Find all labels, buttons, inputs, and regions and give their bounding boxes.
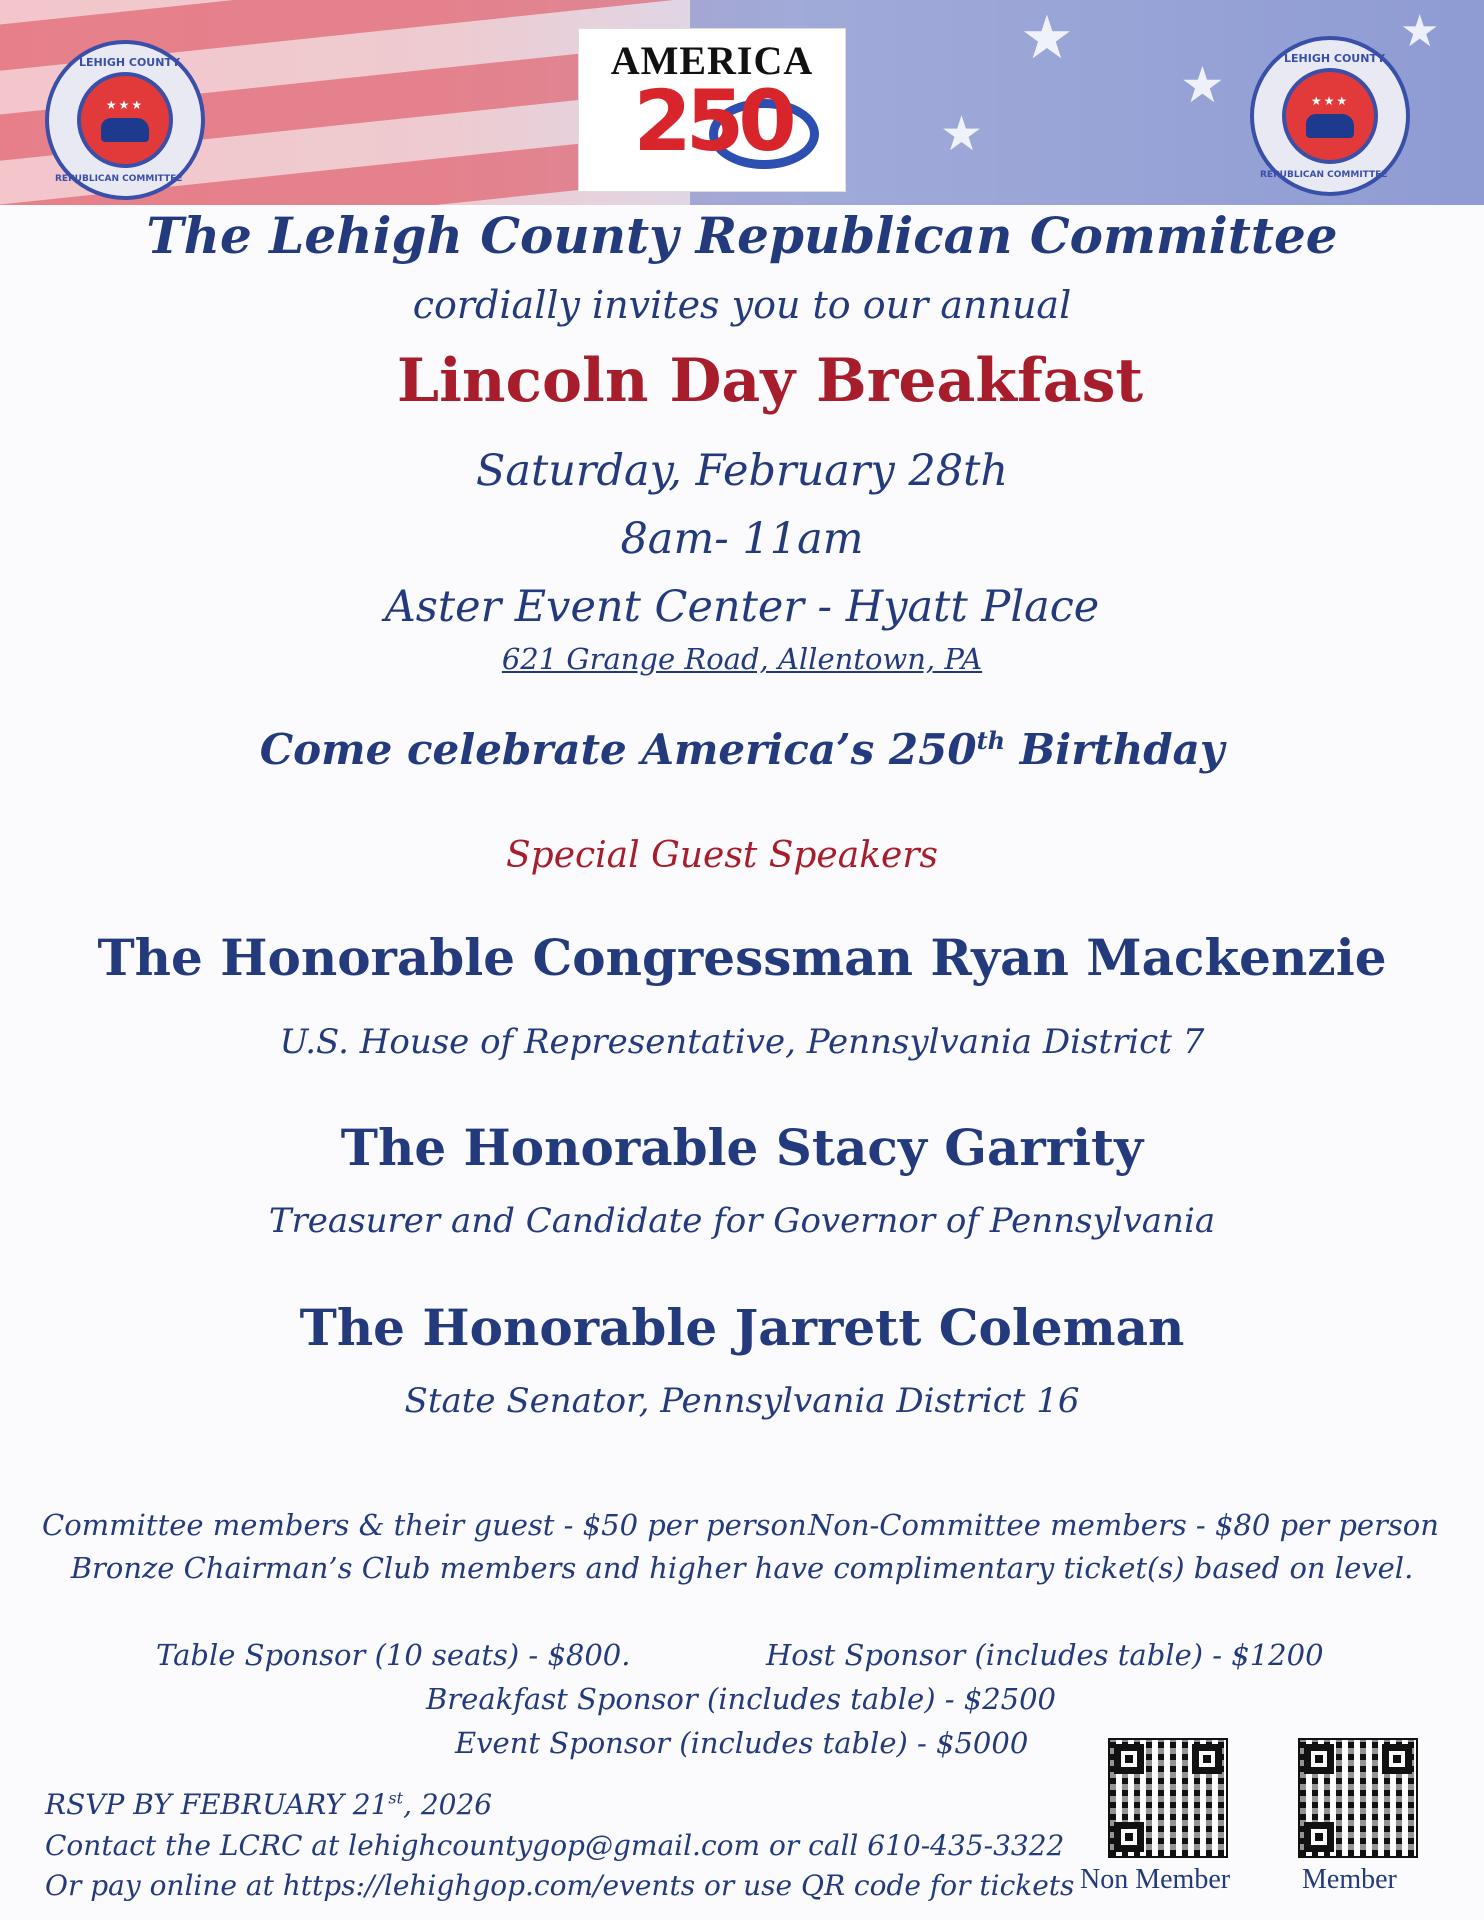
event-address: 621 Grange Road, Allentown, PA [501,642,983,676]
qr-finder [1382,1744,1412,1774]
qr-finder [1114,1822,1144,1852]
speaker-name: The Honorable Jarrett Coleman [299,1298,1185,1357]
sponsor-host: Host Sponsor (includes table) - $1200 [766,1638,1324,1672]
logo-america-text: AMERICA [610,38,814,83]
elephant-icon [101,118,149,142]
speaker-name: The Honorable Congressman Ryan Mackenzie [97,928,1387,987]
speaker-title: U.S. House of Representative, Pennsylvania District 7 [279,1022,1205,1062]
organization-title: The Lehigh County Republican Committee [146,206,1338,265]
seal-text-bottom: REPUBLICAN COMMITTEE [1260,170,1388,180]
qr-code-member[interactable] [1298,1738,1418,1858]
event-date: Saturday, February 28th [475,446,1009,496]
rsvp-deadline-prefix: RSVP BY FEBRUARY 21 [45,1788,389,1821]
sponsor-breakfast: Breakfast Sponsor (includes table) - $2500 [426,1682,1056,1716]
qr-finder [1304,1744,1334,1774]
rsvp-deadline-suffix: , 2026 [403,1788,493,1821]
event-time: 8am- 11am [620,514,864,564]
speaker-title: Treasurer and Candidate for Governor of Pennsylvania [268,1201,1216,1241]
star-icon: ★ [1400,6,1440,57]
lcrc-seal-logo [45,40,205,200]
celebrate-superscript: th [976,726,1006,755]
celebrate-suffix: Birthday [1005,725,1225,774]
seal-text-bottom: REPUBLICAN COMMITTEE [55,174,183,184]
lcrc-seal-logo [1250,36,1410,196]
star-icon: ★ [1180,56,1225,114]
event-venue: Aster Event Center - Hyatt Place [384,582,1100,632]
invite-intro: cordially invites you to our annual [412,283,1072,327]
speaker-title: State Senator, Pennsylvania District 16 [404,1381,1080,1421]
celebrate-line [0,725,1484,774]
seal-text-top: LEHIGH COUNTY [1284,52,1385,65]
qr-label-non-member: Non Member [1080,1864,1231,1895]
elephant-emblem [1282,68,1378,164]
logo-250-text: 250 [633,72,791,170]
stars-icon: ★★★ [1310,94,1350,108]
qr-code-non-member[interactable] [1108,1738,1228,1858]
stars-icon: ★★★ [105,98,145,112]
qr-finder [1304,1822,1334,1852]
qr-label-member: Member [1302,1864,1397,1895]
elephant-emblem [77,72,173,168]
rsvp-contact: Contact the LCRC at lehighcountygop@gmail.com or call 610-435-3322 [45,1829,1065,1862]
rsvp-online: Or pay online at https://lehighgop.com/events or use QR code for tickets [45,1869,1075,1902]
event-title: Lincoln Day Breakfast [396,346,1144,416]
qr-finder [1192,1744,1222,1774]
price-non-committee: Non-Committee members - $80 per person [808,1508,1439,1542]
rsvp-deadline [45,1788,492,1821]
sponsor-event: Event Sponsor (includes table) - $5000 [455,1726,1029,1760]
speaker-name: The Honorable Stacy Garrity [340,1118,1144,1177]
qr-finder [1114,1744,1144,1774]
sponsor-table: Table Sponsor (10 seats) - $800. [156,1638,631,1672]
elephant-icon [1306,114,1354,138]
price-bronze: Bronze Chairman’s Club members and higher have complimentary ticket(s) based on level. [70,1551,1414,1585]
rsvp-deadline-superscript: st [388,1788,404,1808]
celebrate-prefix: Come celebrate America’s 250 [259,725,977,774]
speakers-heading: Special Guest Speakers [505,835,939,876]
seal-text-top: LEHIGH COUNTY [79,56,180,69]
price-committee: Committee members & their guest - $50 per person [42,1508,807,1542]
star-icon: ★ [1020,3,1074,73]
america-250-logo [578,28,846,192]
star-icon: ★ [940,106,984,162]
